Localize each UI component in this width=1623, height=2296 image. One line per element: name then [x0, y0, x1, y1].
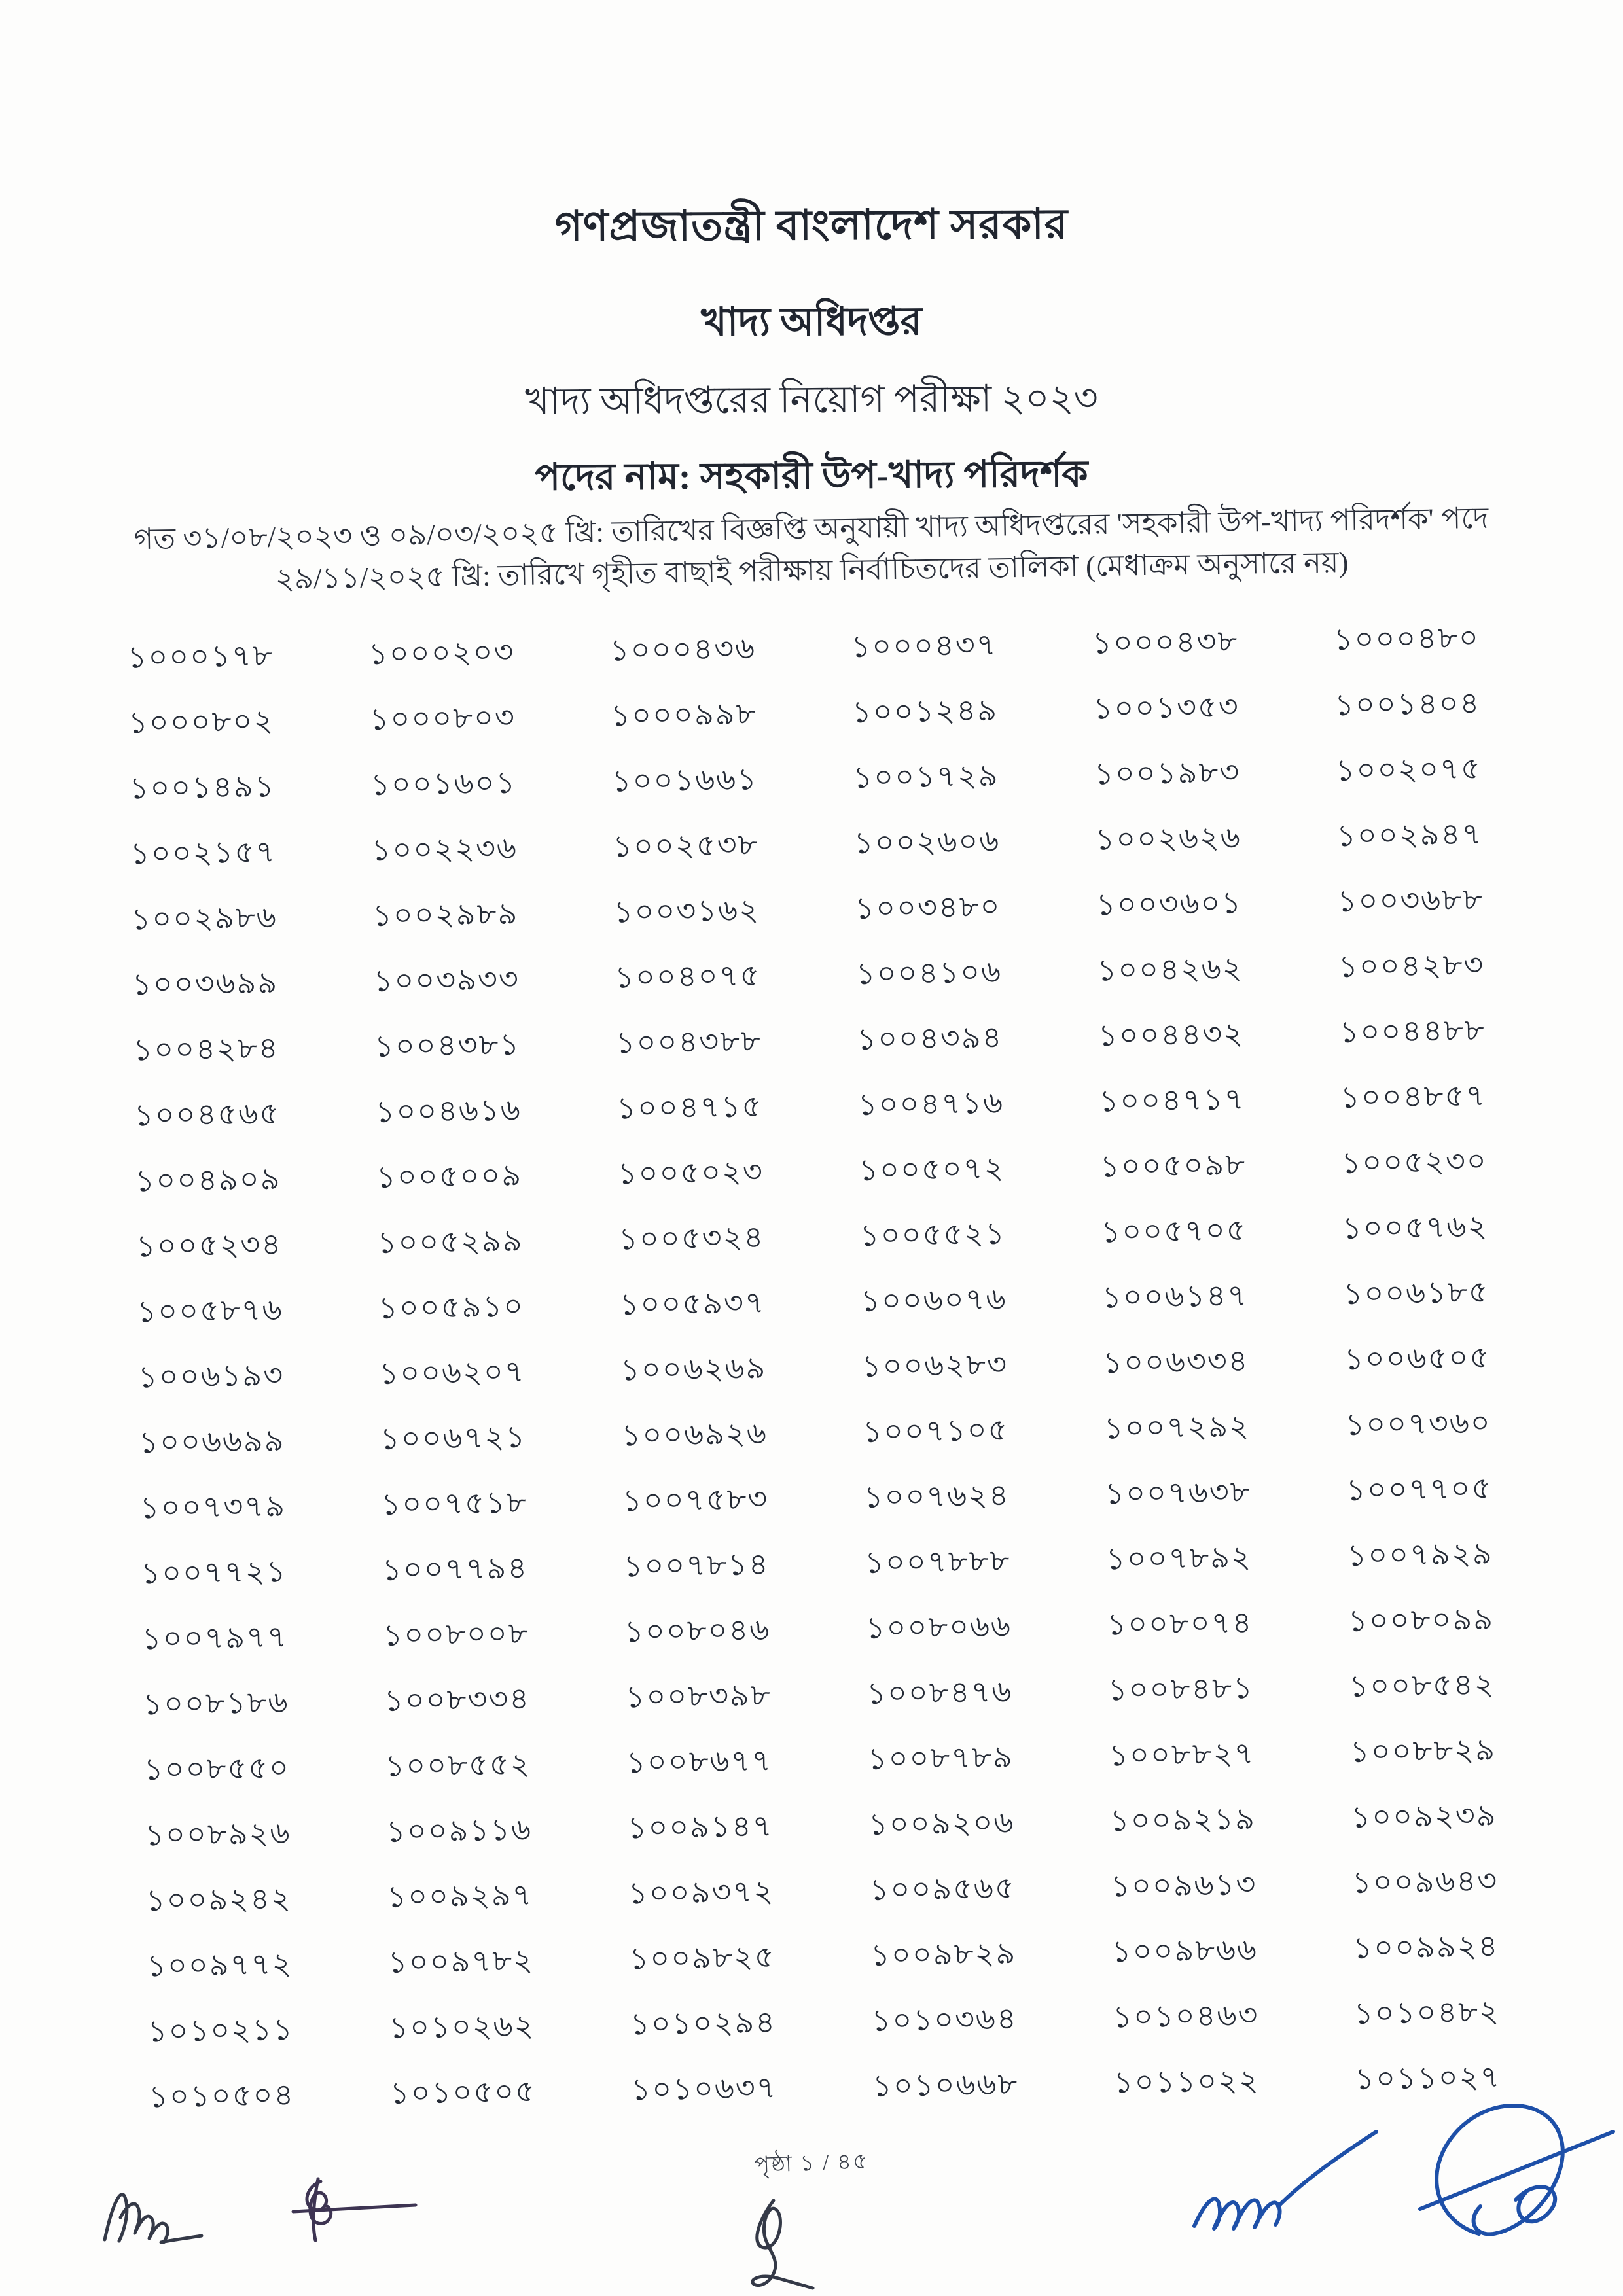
roll-number-cell: ১০০৬০৭৬ — [860, 1282, 1007, 1318]
roll-number-cell: ১০০৪২৬২ — [1097, 951, 1244, 987]
exam-title: খাদ্য অধিদপ্তরের নিয়োগ পরীক্ষা ২০২৩ — [525, 378, 1098, 423]
roll-number-cell: ১০০৪২৮৪ — [133, 1031, 279, 1067]
signature-left-2-drawing — [275, 2172, 425, 2251]
roll-number-cell: ১০০৯১১৬ — [385, 1812, 533, 1848]
roll-number-cell: ১০০৭৭৯৪ — [382, 1551, 529, 1587]
roll-number-cell: ১০০৪৩৮৮ — [615, 1024, 762, 1060]
roll-number-cell: ১০০৭২৯২ — [1103, 1409, 1251, 1445]
roll-number-cell: ১০১০৫০৪ — [148, 2077, 295, 2114]
roll-number-cell: ১০০৩৬৮৮ — [1337, 882, 1484, 919]
roll-number-cell: ১০০৯২৪২ — [145, 1881, 293, 1918]
roll-number-cell: ১০০৫০৯৮ — [1099, 1148, 1247, 1184]
roll-number-cell: ১০০৩১৬২ — [613, 893, 760, 929]
roll-number-cell: ১০০৭৯২৯ — [1347, 1536, 1493, 1572]
roll-number-cell: ১০০৬৬৯৯ — [138, 1424, 285, 1460]
roll-number-cell: ১০০০৯৯৮ — [610, 697, 757, 733]
roll-number-cell: ১০০১৭২৯ — [852, 758, 999, 795]
roll-number-cell: ১০০৪৮৫৭ — [1340, 1078, 1487, 1115]
roll-table — [79, 605, 1549, 2131]
roll-number-cell: ১০০৭৩৬০ — [1345, 1405, 1492, 1441]
roll-number-cell: ১০১১০২২ — [1113, 2064, 1260, 2100]
roll-number-cell: ১০০৯৮২৫ — [629, 1939, 776, 1976]
roll-number-cell: ১০০৪৭১৫ — [616, 1089, 763, 1125]
roll-number-cell: ১০০৪২৮৩ — [1338, 947, 1485, 984]
roll-number-cell: ১০০৮০৯৯ — [1347, 1602, 1495, 1638]
roll-number-cell: ১০০৮০৬৬ — [865, 1609, 1012, 1645]
roll-number-cell: ১০০৯৭৮২ — [387, 1943, 535, 1979]
roll-number-cell: ১০০৫২৩৪ — [135, 1227, 283, 1263]
roll-number-cell: ১০০৬১৮৫ — [1343, 1275, 1489, 1311]
roll-number-cell: ১০০৯৭৭২ — [146, 1947, 293, 1983]
signature-left-1 — [98, 2163, 209, 2261]
roll-number-cell: ১০০৮০০৮ — [383, 1616, 529, 1652]
roll-number-cell: ১০০৮৩৯৮ — [625, 1678, 772, 1714]
roll-number-cell: ১০১০২৯৪ — [630, 2005, 777, 2041]
roll-number-cell: ১০১০২১১ — [147, 2012, 294, 2049]
roll-number-cell: ১০০৪৯০৯ — [135, 1162, 281, 1198]
roll-number-cell: ১০০৪৫৬৫ — [134, 1097, 281, 1133]
roll-number-cell: ১০০১৩৫৩ — [1093, 690, 1240, 726]
roll-number-cell: ১০০০২০৩ — [368, 635, 515, 671]
roll-number-cell: ১০০১৬০১ — [370, 766, 517, 802]
roll-number-cell: ১০০২০৭৫ — [1335, 751, 1482, 788]
roll-number-cell: ১০০৯২০৬ — [868, 1805, 1015, 1841]
roll-number-cell: ১০০১৪০৪ — [1334, 686, 1481, 722]
roll-number-cell: ১০০১৪৯১ — [129, 769, 276, 805]
roll-number-cell: ১০০৪৪৮৮ — [1339, 1013, 1486, 1050]
roll-number-cell: ১০০২৯৮৬ — [131, 900, 277, 936]
roll-number-cell: ১০০০৪৩৬ — [609, 631, 757, 667]
roll-number-cell: ১০০২৫৩৮ — [612, 828, 759, 864]
roll-number-cell: ১০০৭৭০৫ — [1346, 1471, 1493, 1507]
roll-number-cell: ১০০০১৭৮ — [127, 639, 274, 675]
roll-number-cell: ১০০৮৯২৬ — [144, 1816, 291, 1852]
roll-number-cell: ১০০৪৪৩২ — [1097, 1017, 1245, 1053]
signature-center-drawing — [733, 2195, 851, 2296]
roll-number-cell: ১০০৯৫৬৫ — [869, 1871, 1016, 1907]
roll-number-cell: ১০০৫৩২৪ — [618, 1220, 765, 1256]
roll-number-cell: ১০০৯২১৯ — [1109, 1802, 1257, 1838]
roll-number-cell: ১০০৮৮২৯ — [1349, 1733, 1497, 1769]
department-title: খাদ্য অধিদপ্তর — [701, 300, 922, 344]
roll-number-cell: ১০০৭৭২১ — [140, 1554, 287, 1591]
roll-number-cell: ১০০৯২৩৯ — [1350, 1798, 1497, 1834]
roll-number-cell: ১০০৯৮৬৬ — [1111, 1933, 1258, 1969]
roll-number-cell: ১০০৬২৮৩ — [861, 1347, 1008, 1383]
roll-number-cell: ১০০১৯৮৩ — [1094, 755, 1241, 791]
roll-number-cell: ১০০২৯৪৭ — [1336, 817, 1483, 853]
roll-number-cell: ১০০৩৬৯৯ — [132, 966, 279, 1002]
roll-number-cell: ১০০৬২০৭ — [379, 1354, 526, 1390]
roll-number-cell: ১০১০৫০৫ — [389, 2074, 537, 2110]
roll-number-cell: ১০০২৯৮৯ — [372, 896, 519, 932]
roll-number-cell: ১০০৭৬২৪ — [863, 1478, 1010, 1514]
roll-number-cell: ১০০৬৭২১ — [380, 1420, 527, 1456]
page-number-label: পৃষ্ঠা ১ / ৪৫ — [754, 2149, 869, 2178]
roll-number-cell: ১০০০৮০৩ — [369, 700, 516, 736]
roll-number-cell: ১০০৩৯৩৩ — [373, 962, 520, 998]
roll-number-cell: ১০০৭৬৩৮ — [1104, 1475, 1251, 1511]
roll-number-cell: ১০০১২৪৯ — [851, 693, 999, 730]
roll-number-cell: ১০০৮৫৫০ — [143, 1750, 291, 1787]
roll-number-cell: ১০০০৪৩৮ — [1092, 624, 1239, 660]
roll-number-cell: ১০০২৬০৬ — [853, 824, 1001, 860]
signature-right-1 — [1188, 2120, 1384, 2251]
government-title: গণপ্রজাতন্ত্রী বাংলাদেশ সরকার — [554, 200, 1069, 251]
roll-number-cell: ১০০০৮০২ — [128, 704, 275, 740]
roll-number-cell: ১০০৮৮২৭ — [1108, 1737, 1255, 1773]
roll-number-cell: ১০০৪৩৯৪ — [856, 1020, 1003, 1056]
roll-number-cell: ১০০৭৩৭৯ — [139, 1489, 287, 1525]
roll-number-cell: ১০০২১৫৭ — [130, 835, 277, 871]
roll-number-cell: ১০০০৪৩৭ — [850, 627, 997, 664]
roll-number-cell: ১০০২২৩৬ — [371, 831, 518, 867]
roll-number-cell: ১০০৬২৬৯ — [620, 1351, 767, 1387]
roll-number-cell: ১০০৪৭১৬ — [857, 1086, 1005, 1122]
roll-number-cell: ১০০৫৫২১ — [859, 1216, 1007, 1252]
post-name-title: পদের নাম: সহকারী উপ-খাদ্য পরিদর্শক — [535, 453, 1088, 499]
roll-number-cell: ১০০৯২৯৭ — [386, 1878, 533, 1914]
roll-number-cell: ১০০৬৩৩৪ — [1102, 1344, 1249, 1380]
roll-number-cell: ১০০৮৪৮১ — [1107, 1671, 1255, 1707]
roll-number-cell: ১০০০৪৮০ — [1333, 620, 1480, 657]
roll-number-cell: ১০০৬৯২৬ — [621, 1417, 768, 1453]
roll-number-cell: ১০০৮৬৭৭ — [626, 1744, 773, 1780]
roll-number-cell: ১০১০৬৩৭ — [630, 2070, 777, 2107]
roll-number-cell: ১০০৯৯২৪ — [1352, 1929, 1499, 1965]
roll-number-cell: ১০০৫৮৭৬ — [136, 1293, 283, 1329]
roll-number-cell: ১০০৭৯৭৭ — [141, 1619, 289, 1656]
roll-number-cell: ১০০৫৯৩৭ — [619, 1286, 766, 1322]
roll-number-cell: ১০০৮৫৫২ — [385, 1747, 531, 1783]
roll-number-cell: ১০০৩৬০১ — [1096, 886, 1243, 922]
roll-number-cell: ১০০৮৫৪২ — [1349, 1667, 1495, 1703]
signature-right-2 — [1394, 2094, 1620, 2251]
roll-number-cell: ১০০৮৩৩৪ — [383, 1682, 531, 1718]
notice-line-2: ২৯/১১/২০২৫ খ্রি: তারিখে গৃহীত বাছাই পরীক্ষায় নির্বাচিতদের তালিকা (মেধাক্রম অনুসারে নয়) — [275, 546, 1349, 595]
roll-number-cell: ১০০৭৫৮৩ — [622, 1482, 769, 1518]
roll-number-cell: ১০০৯১৪৭ — [627, 1809, 774, 1845]
roll-number-cell: ১০০৮১৮৬ — [142, 1685, 289, 1722]
signature-right-2-drawing — [1394, 2094, 1620, 2251]
roll-number-cell: ১০০৯৩৭২ — [628, 1874, 775, 1911]
roll-number-cell: ১০০৮৪৭৬ — [866, 1674, 1013, 1710]
signature-left-2 — [275, 2172, 425, 2251]
roll-number-cell: ১০০৮৭৮৯ — [867, 1740, 1014, 1776]
roll-number-cell: ১০০৯৮২৯ — [870, 1936, 1017, 1972]
roll-number-cell: ১০১১০২৭ — [1354, 2060, 1501, 2096]
roll-number-cell: ১০০৪৬১৬ — [375, 1093, 522, 1129]
roll-number-cell: ১০০৭৮৯২ — [1105, 1540, 1253, 1576]
roll-number-cell: ১০০৭৮৮৮ — [864, 1544, 1011, 1580]
roll-number-cell: ১০০৭৫১৮ — [381, 1485, 527, 1521]
roll-number-cell: ১০০৬৫০৫ — [1344, 1340, 1491, 1376]
roll-number-cell: ১০১০৪৮২ — [1353, 1994, 1501, 2030]
roll-number-cell: ১০১০৬৬৮ — [872, 2067, 1019, 2103]
roll-number-cell: ১০০৮০৪৬ — [624, 1613, 771, 1649]
roll-number-cell: ১০০৭৮১৪ — [623, 1547, 770, 1583]
roll-number-cell: ১০০৫২৯৯ — [377, 1224, 524, 1260]
notice-line-1: গত ৩১/০৮/২০২৩ ও ০৯/০৩/২০২৫ খ্রি: তারিখের বিজ্ঞপ্তি অনুযায়ী খাদ্য অধিদপ্তরের 'সহকারী উপ-খাদ্য পরিদর্শক' পদে — [134, 501, 1489, 556]
roll-number-cell: ১০০১৬৬১ — [611, 762, 758, 798]
signature-center — [733, 2195, 851, 2296]
roll-number-cell: ১০০৪১০৬ — [855, 955, 1003, 991]
roll-number-cell: ১০০৪০৭৫ — [614, 959, 761, 995]
signature-left-1-drawing — [98, 2163, 209, 2261]
roll-number-cell: ১০০৫৭৬২ — [1342, 1209, 1489, 1246]
roll-number-cell: ১০০৩৪৮০ — [854, 889, 1001, 925]
roll-number-cell: ১০০৫৯১০ — [378, 1289, 525, 1325]
roll-number-cell: ১০০৫৭০৫ — [1100, 1213, 1247, 1249]
roll-number-cell: ১০০৫২৩০ — [1341, 1144, 1488, 1180]
roll-number-cell: ১০০৪৭১৭ — [1099, 1082, 1245, 1118]
roll-number-cell: ১০০৬১৯৩ — [137, 1358, 285, 1394]
roll-number-cell: ১০০৪৩৮১ — [374, 1027, 521, 1063]
roll-number-cell: ১০১০৪৬৩ — [1112, 1998, 1259, 2034]
roll-number-cell: ১০০২৬২৬ — [1095, 821, 1242, 857]
roll-number-cell: ১০১০৩৬৪ — [871, 2002, 1018, 2038]
roll-number-cell: ১০০৭১০৫ — [862, 1413, 1009, 1449]
roll-number-cell: ১০০৯৬১৩ — [1110, 1867, 1257, 1903]
roll-number-cell: ১০০৫০০৯ — [376, 1158, 523, 1194]
roll-number-cell: ১০০৯৬৪৩ — [1351, 1863, 1499, 1899]
roll-number-cell: ১০০৫০২৩ — [617, 1155, 764, 1191]
roll-number-cell: ১০০৫০৭২ — [858, 1151, 1005, 1187]
roll-number-cell: ১০০৬১৪৭ — [1101, 1279, 1249, 1315]
roll-number-cell: ১০১০২৬২ — [388, 2009, 535, 2045]
roll-number-cell: ১০০৮০৭৪ — [1106, 1606, 1253, 1642]
signature-right-1-drawing — [1188, 2120, 1384, 2251]
